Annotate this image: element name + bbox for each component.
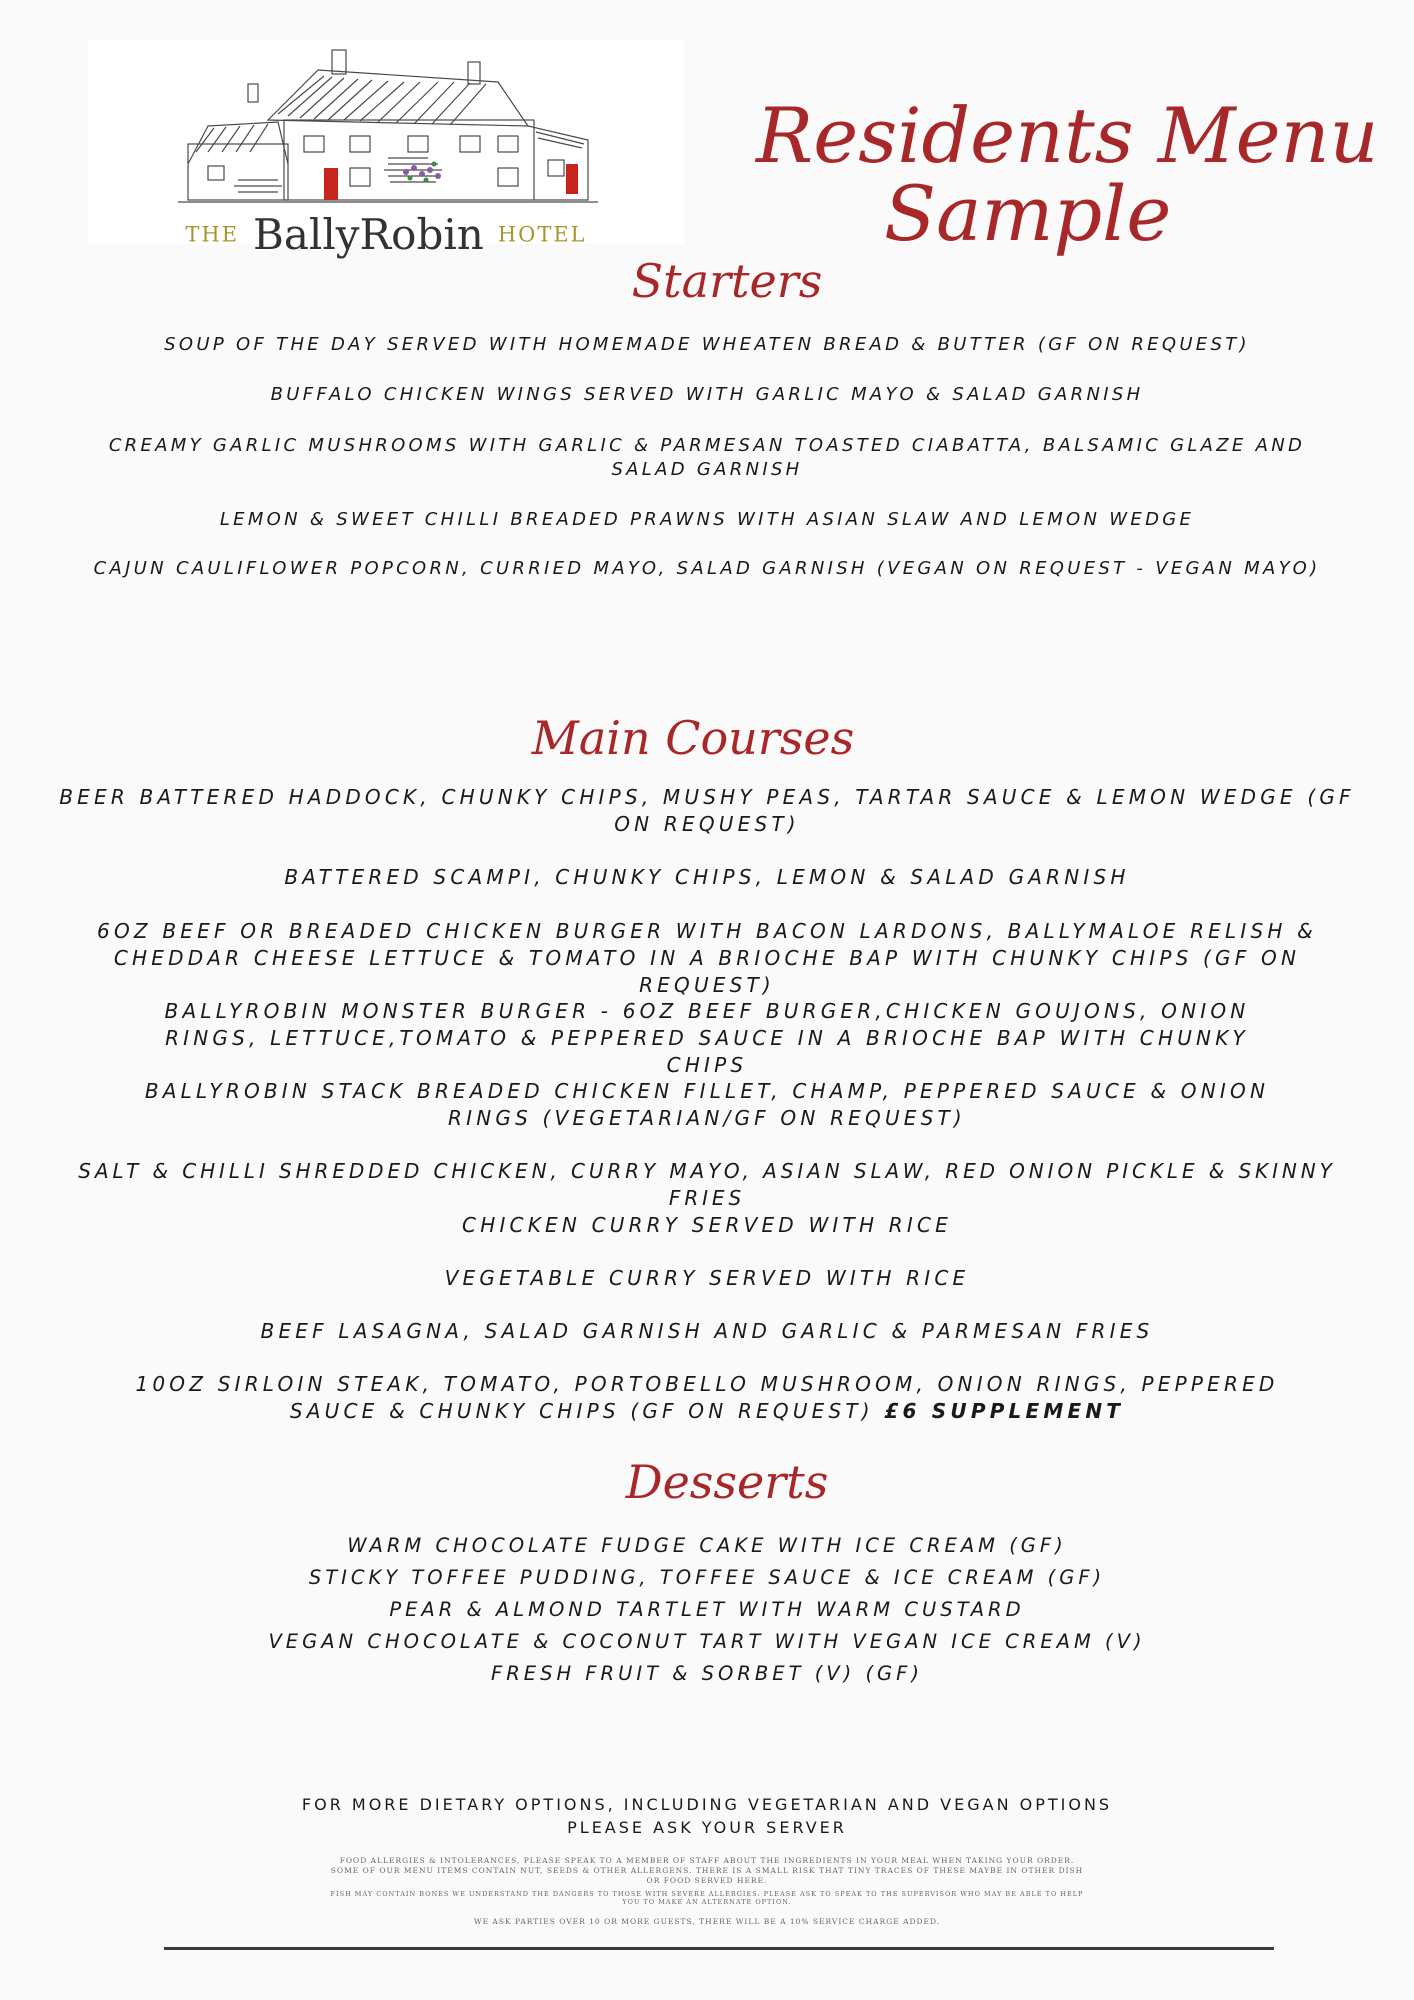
mains-heading: Main Courses [531, 711, 855, 765]
service-charge-note: WE ASK PARTIES OVER 10 OR MORE GUESTS, THERE WILL BE A 10% SERVICE CHARGE ADDED. [473, 1917, 941, 1926]
menu-title-line2: Sample [884, 169, 1172, 258]
desserts-heading: Desserts [625, 1455, 829, 1509]
main-item: BALLYROBIN STACK BREADED CHICKEN FILLET, CHAMP, PEPPERED SAUCE & ONION RINGS (VEGETARIAN/GF ON REQUEST) [144, 1079, 1270, 1130]
starter-item: CAJUN CAULIFLOWER POPCORN, CURRIED MAYO, SALAD GARNISH (VEGAN ON REQUEST - VEGAN MAYO) [93, 558, 1321, 579]
starter-item: LEMON & SWEET CHILLI BREADED PRAWNS WITH ASIAN SLAW AND LEMON WEDGE [219, 509, 1195, 530]
hotel-logo [88, 40, 684, 259]
starters-heading: Starters [631, 254, 823, 308]
starter-item: SOUP OF THE DAY SERVED WITH HOMEMADE WHEATEN BREAD & BUTTER (GF ON REQUEST) [164, 334, 1250, 355]
starter-item: CREAMY GARLIC MUSHROOMS WITH GARLIC & PARMESAN TOASTED CIABATTA, BALSAMIC GLAZE AND SALAD GARNISH [108, 435, 1306, 480]
main-item: SALT & CHILLI SHREDDED CHICKEN, CURRY MAYO, ASIAN SLAW, RED ONION PICKLE & SKINNY FRIES [78, 1159, 1336, 1210]
footer-divider [164, 1947, 1274, 1950]
logo-the: THE [185, 222, 240, 247]
main-item: 6OZ BEEF OR BREADED CHICKEN BURGER WITH BACON LARDONS, BALLYMALOE RELISH & CHEDDAR CHEESE LETTUCE & TOMATO IN A BRIOCHE BAP WITH CHUNKY CHIPS (GF ON REQUEST) [97, 919, 1317, 997]
logo-wordmark [88, 210, 684, 259]
dessert-item: FRESH FRUIT & SORBET (V) (GF) [490, 1662, 923, 1685]
main-item: BATTERED SCAMPI, CHUNKY CHIPS, LEMON & SALAD GARNISH [284, 865, 1130, 889]
dessert-item: PEAR & ALMOND TARTLET WITH WARM CUSTARD [389, 1598, 1025, 1621]
logo-name: BallyRobin [253, 210, 484, 259]
dietary-note-line2: PLEASE ASK YOUR SERVER [567, 1818, 847, 1837]
main-item: VEGETABLE CURRY SERVED WITH RICE [444, 1266, 970, 1290]
main-item-text: 10OZ SIRLOIN STEAK, TOMATO, PORTOBELLO MUSHROOM, ONION RINGS, PEPPERED SAUCE & CHUNKY CHIPS (GF ON REQUEST) [135, 1372, 1279, 1423]
main-item: CHICKEN CURRY SERVED WITH RICE [462, 1213, 952, 1237]
main-item-steak [100, 1371, 1314, 1425]
dessert-item: STICKY TOFFEE PUDDING, TOFFEE SAUCE & ICE CREAM (GF) [308, 1566, 1106, 1589]
main-item: BEEF LASAGNA, SALAD GARNISH AND GARLIC & PARMESAN FRIES [260, 1319, 1154, 1343]
fish-note: FISH MAY CONTAIN BONES WE UNDERSTAND THE DANGERS TO THOSE WITH SEVERE ALLERGIES. PLEASE ASK TO SPEAK TO THE SUPERVISOR WHO MAY BE ABLE TO HELP YOU TO MAKE AN ALTERNATE OPTION. [330, 1890, 1084, 1906]
dietary-note-line1: FOR MORE DIETARY OPTIONS, INCLUDING VEGETARIAN AND VEGAN OPTIONS [301, 1795, 1113, 1814]
main-item: BEER BATTERED HADDOCK, CHUNKY CHIPS, MUSHY PEAS, TARTAR SAUCE & LEMON WEDGE (GF ON REQUEST) [59, 785, 1355, 836]
menu-title-line1: Residents Menu [756, 91, 1379, 180]
allergy-note: FOOD ALLERGIES & INTOLERANCES, PLEASE SPEAK TO A MEMBER OF STAFF ABOUT THE INGREDIENTS IN YOUR MEAL WHEN TAKING YOUR ORDER. SOME OF OUR MENU ITEMS CONTAIN NUT, SEEDS & OTHER ALLERGENS. THERE IS A SMALL RISK THAT TINY TRACES OF THESE MAYBE IN OTHER DISH OR FOOD SERVED HERE. [330, 1856, 1084, 1885]
hotel-building-sketch [88, 40, 684, 210]
dessert-item: WARM CHOCOLATE FUDGE CAKE WITH ICE CREAM (GF) [347, 1534, 1067, 1557]
dessert-item: VEGAN CHOCOLATE & COCONUT TART WITH VEGAN ICE CREAM (V) [268, 1630, 1146, 1653]
main-item: BALLYROBIN MONSTER BURGER - 6OZ BEEF BURGER,CHICKEN GOUJONS, ONION RINGS, LETTUCE,TOMATO & PEPPERED SAUCE IN A BRIOCHE BAP WITH CHUNKY CHIPS [164, 999, 1250, 1077]
starter-item: BUFFALO CHICKEN WINGS SERVED WITH GARLIC MAYO & SALAD GARNISH [270, 384, 1144, 405]
supplement-price: £6 SUPPLEMENT [884, 1399, 1125, 1423]
logo-hotel: HOTEL [497, 222, 587, 247]
